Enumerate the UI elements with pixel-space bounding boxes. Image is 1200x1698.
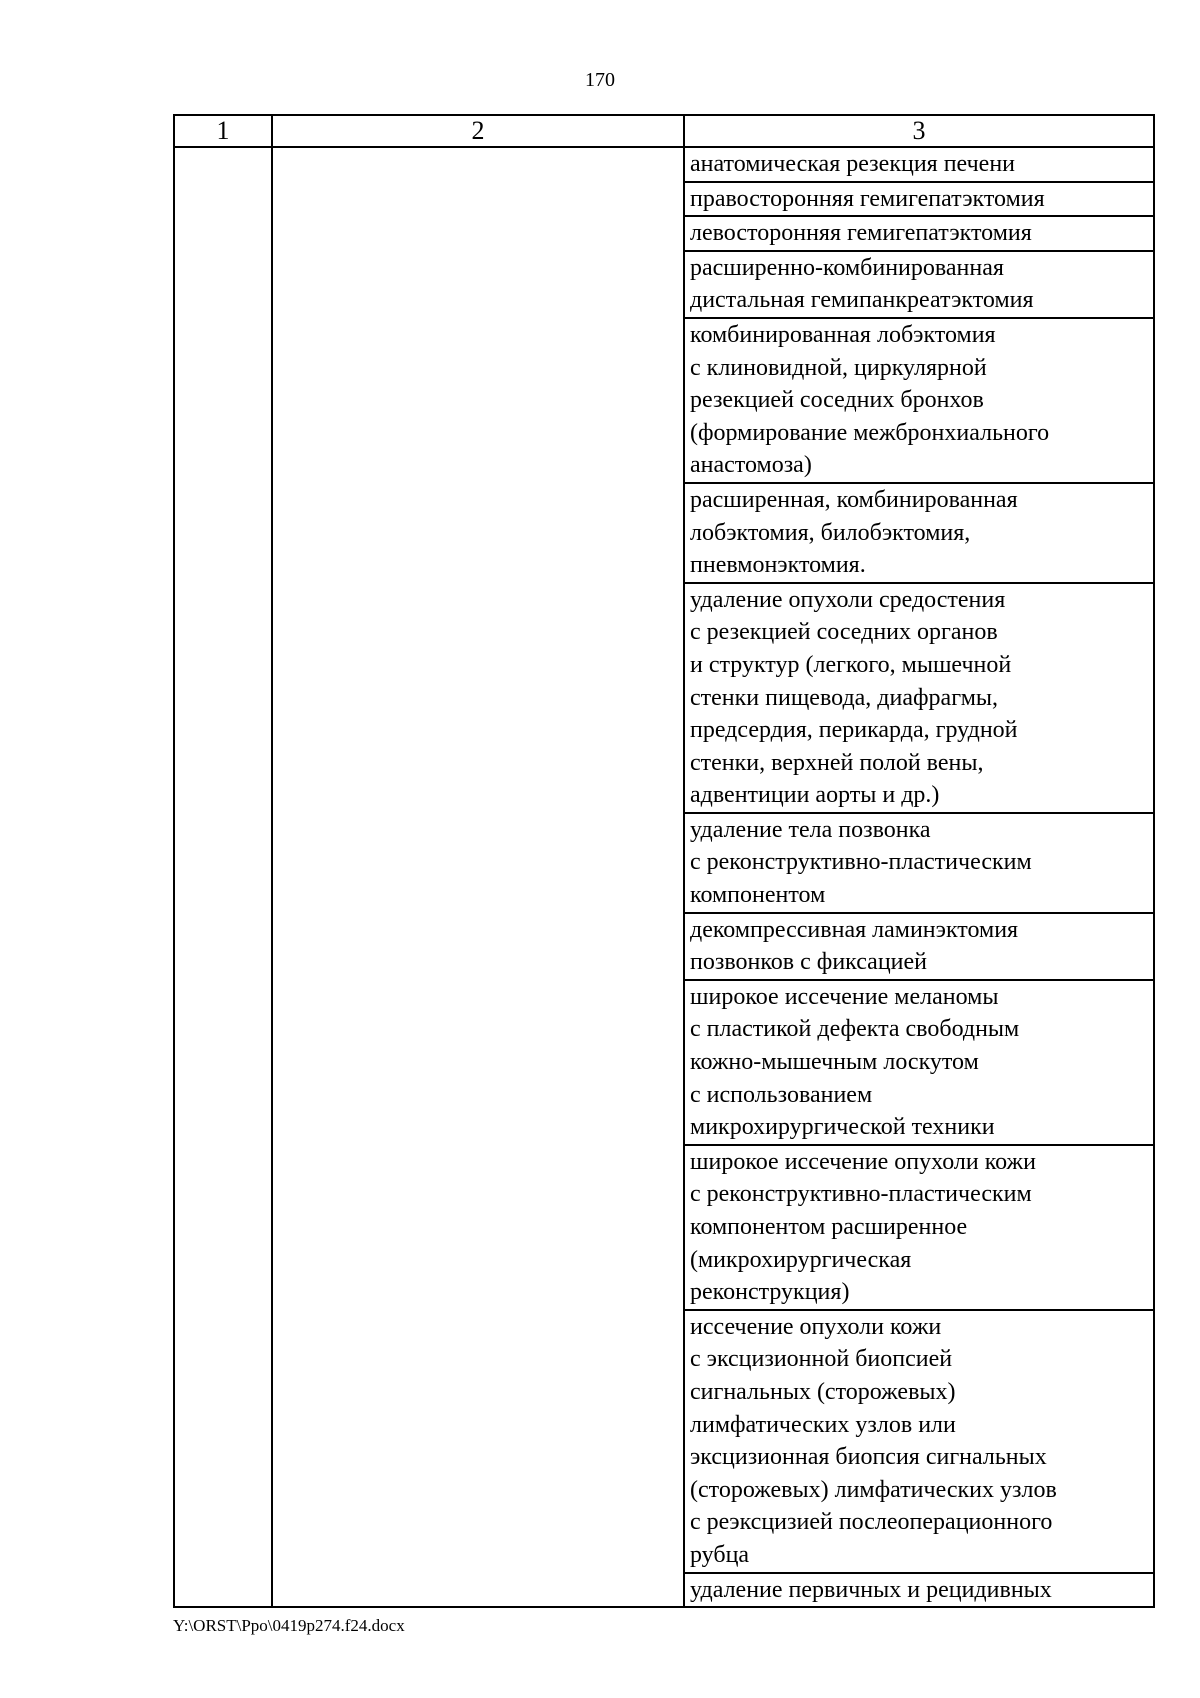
column-1-cell [174,147,272,1607]
procedure-item: удаление первичных и рецидивных [690,1576,1052,1603]
procedure-item: декомпрессивная ламинэктомия позвонков с фиксацией [685,914,1153,981]
procedure-item: расширенная, комбинированная лобэктомия, билобэктомия, пневмонэктомия. [685,484,1153,584]
procedure-list [685,148,1153,1606]
column-header-1: 1 [174,115,272,147]
page-number: 170 [585,69,615,91]
table-header-row [174,115,1154,147]
procedures-table [173,114,1155,1608]
column-2-cell [272,147,684,1607]
procedure-item: правосторонняя гемигепатэктомия [685,183,1153,218]
column-header-2: 2 [272,115,684,147]
procedure-item: расширенно-комбинированная дистальная гемипанкреатэктомия [685,252,1153,319]
procedure-item: удаление опухоли средостения с резекцией соседних органов и структур (легкого, мышечной стенки пищевода, диафрагмы, предсердия, перикарда, грудной стенки, верхней полой вены, адвентиции аорты и др.) [685,584,1153,814]
procedure-item: комбинированная лобэктомия с клиновидной, циркулярной резекцией соседних бронхов (формирование межбронхиального анастомоза) [685,319,1153,484]
procedure-item: левосторонняя гемигепатэктомия [685,217,1153,252]
column-header-3: 3 [684,115,1154,147]
column-3-cell [684,147,1154,1607]
procedure-item: широкое иссечение опухоли кожи с реконструктивно-пластическим компонентом расширенное (микрохирургическая реконструкция) [685,1146,1153,1311]
procedure-item: широкое иссечение меланомы с пластикой дефекта свободным кожно-мышечным лоскутом с использованием микрохирургической техники [685,981,1153,1146]
procedure-item: анатомическая резекция печени [685,148,1153,183]
procedure-item: удаление тела позвонка с реконструктивно-пластическим компонентом [685,814,1153,914]
footer-file-path: Y:\ORST\Ppo\0419p274.f24.docx [173,1616,405,1635]
procedure-item: иссечение опухоли кожи с эксцизионной биопсией сигнальных (сторожевых) лимфатических узлов или эксцизионная биопсия сигнальных (сторожевых) лимфатических узлов с реэксцизией послеоперационного рубца [685,1311,1153,1574]
table-row [174,147,1154,1607]
